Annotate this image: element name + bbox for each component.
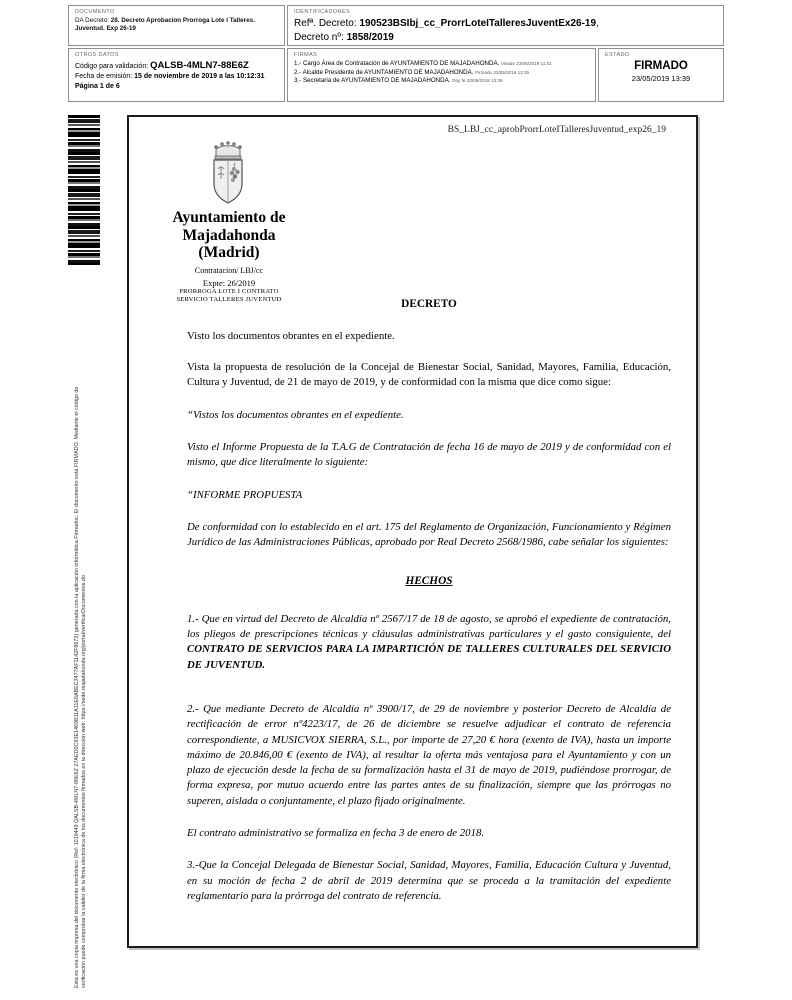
paragraph-text: 3.-Que la Concejal Delegada de Bienestar Social, Sanidad, Mayores, Familia, Educación Cultura y Juventud, en su moción de fecha 2 de abril de 2019 determina que se proceda a la tramitación del expediente reglamentario para la prórroga del contrato de referencia. (187, 859, 671, 902)
paragraph (187, 329, 671, 344)
paragraph-text: Visto el Informe Propuesta de la T.A.G de Contratación de fecha 16 de mayo de 2019 y de conformidad con el mismo, que dice literalmente lo siguiente: (187, 440, 671, 469)
document-body (187, 297, 671, 920)
paragraph (187, 488, 671, 503)
paragraph (187, 408, 671, 423)
documento-box-content (75, 17, 278, 33)
estado-box (598, 48, 724, 102)
paragraph-bold-text: CONTRATO DE SERVICIOS PARA LA IMPARTICIÓN DE TALLERES CULTURALES DEL SERVICIO DE JUVENTUD. (187, 643, 671, 671)
documento-box (68, 5, 285, 46)
firma-1-status: Visado 23/05/2019 11:01 (501, 61, 552, 66)
otros-datos-box (68, 48, 285, 102)
paragraph-text: “Vistos los documentos obrantes en el expediente. (187, 408, 404, 421)
codigo-validacion-label: Código para validación: (75, 63, 149, 70)
org-subject-line1: PRORROGA LOTE I CONTRATO (179, 287, 279, 295)
firma-3-text: 3.- Secretaria de AYUNTAMIENTO DE MAJADAHONDA. (294, 77, 451, 85)
documento-box-label: DOCUMENTO (75, 9, 115, 15)
firmas-box (287, 48, 596, 102)
paragraph (187, 360, 671, 391)
paragraph (187, 612, 671, 673)
num-decreto-label: Decreto nº: (294, 31, 344, 43)
otros-datos-box-label: OTROS DATOS (75, 52, 119, 58)
legal-verification-text (74, 270, 88, 988)
fecha-emision-value: 15 de noviembre de 2019 a las 10:12:31 (134, 73, 265, 80)
document-page (127, 115, 698, 948)
paragraph-text: 1.- Que en virtud del Decreto de Alcaldía nº 2567/17 de 18 de agosto, se aprobó el expediente de contratación, los pliegos de prescripciones técnicas y cláusulas administrativas particulares y el gasto consiguiente, del (187, 612, 671, 641)
paragraph (187, 440, 671, 471)
heading-text: HECHOS (405, 575, 453, 588)
fecha-emision-line (75, 72, 278, 82)
organization-name-line2: Majadahonda (182, 226, 276, 244)
coat-of-arms-icon (203, 139, 253, 207)
paragraph-text: 2.- Que mediante Decreto de Alcaldía nº 3900/17, de 29 de noviembre y posterior Decreto de Alcaldía de rectificación de error nº4223/17, de 26 de diciembre se resuelve adjudicar el contrato de referencia correspondiente, a MUSICVOX SIERRA, S.L., por importe de 27,20 € hora (exento de IVA), hasta un importe máximo de 20.846,00 € (exento de IVA), al resultar la oferta más ventajosa para el Ayuntamiento y con un plazo de ejecución desde la fecha de su formalización hasta el 31 de mayo de 2019, pudiéndose prorrogar, de forma expresa, por mutuo acuerdo entre las partes antes de su finalización, siempre que las prórrogas no superen, aislada o conjuntamente, el plazo fijado originalmente. (187, 702, 671, 807)
ref-decreto-line (294, 17, 717, 31)
ref-decreto-label: Refª. Decreto: (294, 18, 357, 29)
paragraph (187, 520, 671, 551)
paragraph-text: De conformidad con lo establecido en el art. 175 del Reglamento de Organización, Funcionamiento y Régimen Jurídico de las Administraciones Públicas, aprobado por Real Decreto 2568/1986, cabe señalar los siguientes: (187, 520, 671, 549)
fecha-emision-label: Fecha de emisión: (75, 73, 133, 80)
firma-item (294, 60, 589, 69)
estado-box-label: ESTADO (605, 52, 630, 58)
section-heading-hechos (187, 574, 671, 589)
paragraph-text: Vista la propuesta de resolución de la Concejal de Bienestar Social, Sanidad, Mayores, Familia, Educación, Cultura y Juventud, de 21 de mayo de 2019, y de conformidad con la misma que dice como sigue: (187, 361, 671, 389)
pagina-value: Página 1 de 6 (75, 82, 120, 90)
ref-decreto-value: 190523BSIbj_cc_ProrrLoteITalleresJuventEx26-19 (359, 18, 597, 29)
paragraph (187, 858, 671, 904)
legal-verification-line1: Esta es una copia impresa del documento electrónico (Ref: 1019449 QALSB-4MLN7-88E6Z 27AED0C93E1469B11A11E6ABEC3477AF1142F8672) generada con la aplicación informática Firmadoc. El documento está FIRMADO. Mediante el código de (74, 386, 80, 988)
identificadores-box-label: IDENTIFICADORES (294, 9, 351, 15)
org-subject-line2: SERVICIO TALLERES JUVENTUD (176, 295, 282, 303)
estado-value: FIRMADO (634, 60, 688, 72)
legal-verification-line2: verificación puede comprobar la validez de la firma electrónica de los documentos firmados en la dirección web: https://sede.majadahonda.org/portal/verificarDocumentos.do (80, 575, 87, 988)
paragraph-text: El contrato administrativo se formaliza en fecha 3 de enero de 2018. (187, 827, 485, 840)
estado-datetime: 23/05/2019 13:39 (631, 74, 691, 83)
ref-decreto-separator: , (596, 18, 599, 29)
document-reference: BS_LBJ_cc_aprobProrrLoteITalleresJuventud_exp26_19 (447, 125, 666, 135)
organization-name-line3: (Madrid) (198, 244, 260, 261)
firma-2-status: Firmado 23/05/2019 13:35 (475, 69, 530, 75)
paragraph (187, 826, 671, 841)
paragraph (187, 702, 671, 809)
documento-field-label: DA Decreto: (75, 17, 109, 24)
firma-item (294, 77, 589, 86)
organization-block (147, 209, 311, 304)
codigo-validacion-line (75, 60, 278, 72)
codigo-validacion-value: QALSB-4MLN7-88E6Z (150, 60, 249, 71)
firmas-box-label: FIRMAS (294, 52, 318, 58)
barcode-icon (68, 115, 100, 265)
firma-item (294, 69, 589, 78)
identificadores-box (287, 5, 724, 46)
num-decreto-value: 1858/2019 (346, 31, 394, 43)
num-decreto-line (294, 31, 717, 45)
firma-1-text: 1.- Cargo Área de Contratación de AYUNTAMIENTO DE MAJADAHONDA. (294, 60, 500, 67)
paragraph-text: “INFORME PROPUESTA (187, 488, 303, 501)
firma-2-text: 2.- Alcalde Presidente de AYUNTAMIENTO DE MAJADAHONDA. (294, 68, 474, 76)
org-department: Contratacion/ LBJ/cc (194, 265, 264, 275)
documento-field-value: 28. Decreto Aprobacion Prorroga Lote I Talleres. Juventud. Exp 26-19 (75, 17, 255, 32)
organization-name-line1: Ayuntamiento de (172, 209, 286, 226)
org-expediente: Expte: 26/2019 (202, 277, 256, 288)
paragraph-text: Visto los documentos obrantes en el expediente. (187, 330, 395, 343)
document-title: DECRETO (401, 298, 457, 310)
pagina-line (75, 82, 278, 92)
firma-3-status: Doy fe 23/05/2019 13:39 (452, 78, 503, 84)
